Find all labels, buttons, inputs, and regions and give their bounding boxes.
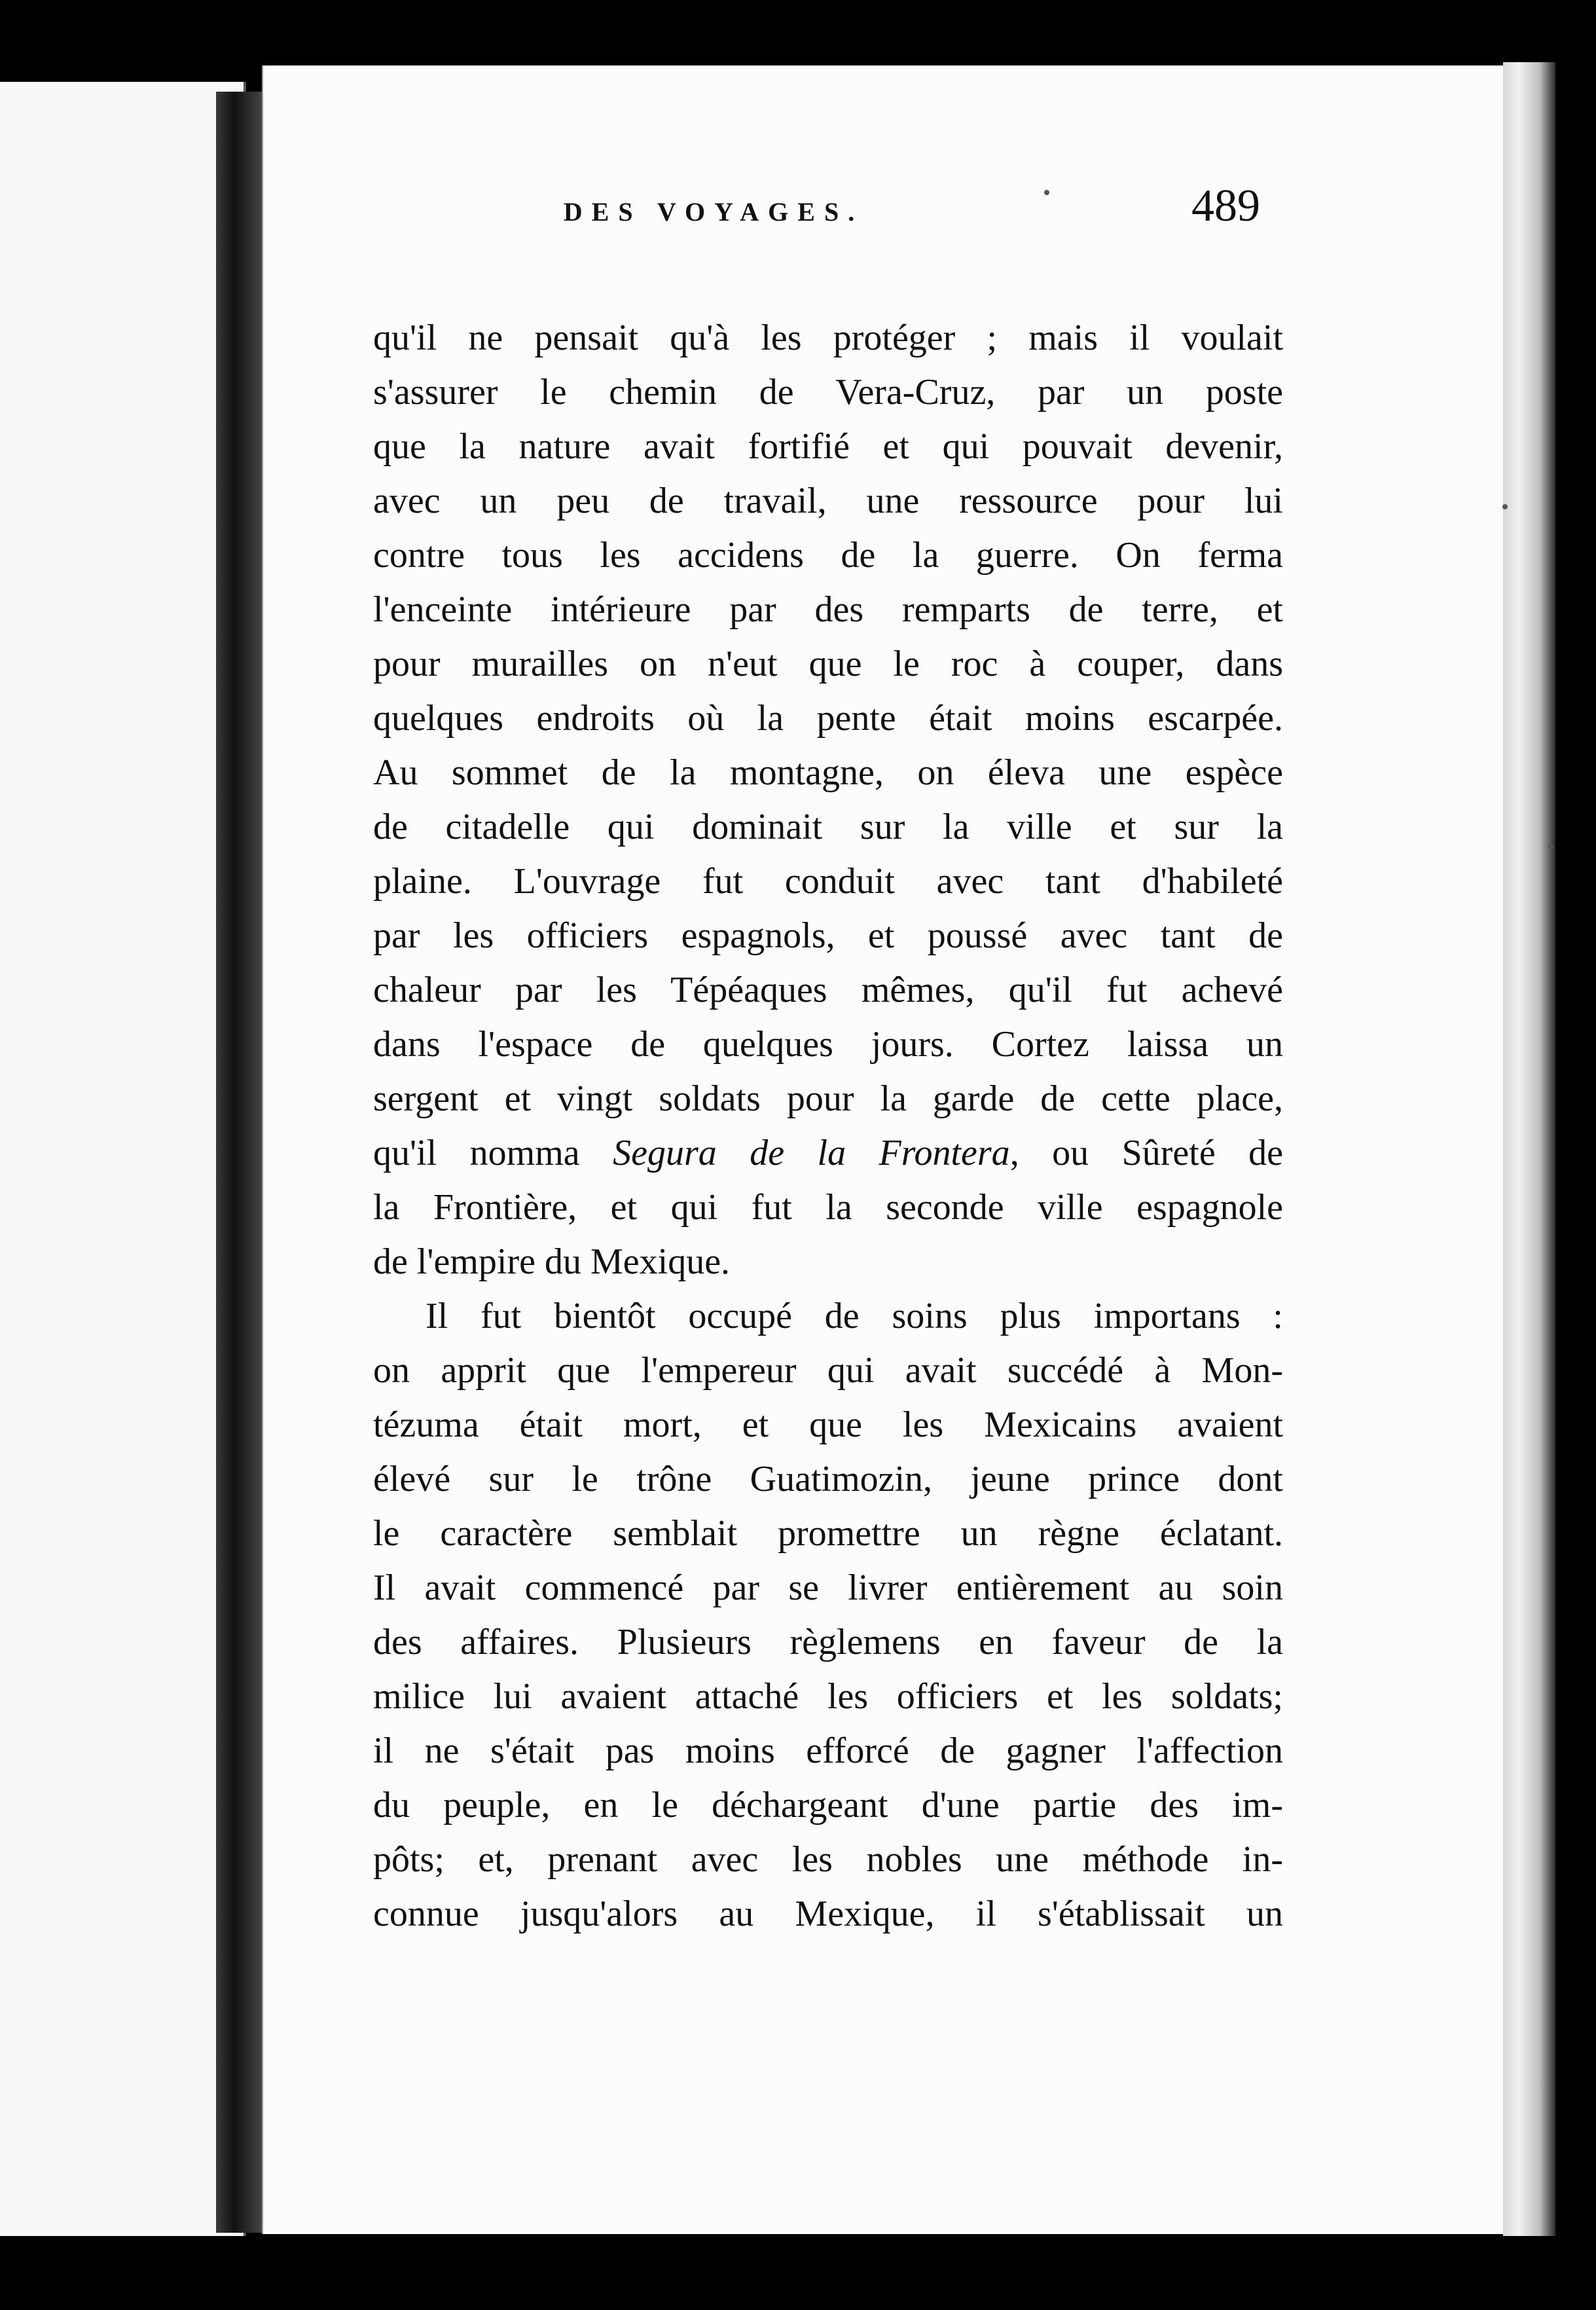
text-line: Il fut bientôt occupé de soins plus importans : <box>426 1296 1283 1336</box>
text-line: Au sommet de la montagne, on éleva une espèce <box>373 752 1283 793</box>
text-line: avec un peu de travail, une ressource pour lui <box>373 481 1283 521</box>
text-line: dans l'espace de quelques jours. Cortez laissa un <box>373 1024 1283 1065</box>
text-line: quelques endroits où la pente était moins escarpée. <box>373 698 1283 739</box>
text-line: chaleur par les Tépéaques mêmes, qu'il fut achevé <box>373 970 1283 1010</box>
text-line: Il avait commencé par se livrer entièrement au soin <box>373 1568 1283 1608</box>
text-line: pour murailles on n'eut que le roc à couper, dans <box>373 644 1283 684</box>
book-gutter <box>216 92 262 2233</box>
running-head: DES VOYAGES. <box>563 197 864 227</box>
text-line: de citadelle qui dominait sur la ville et sur la <box>373 807 1283 847</box>
text-line: s'assurer le chemin de Vera-Cruz, par un poste <box>373 372 1283 412</box>
text-line: des affaires. Plusieurs règlemens en faveur de la <box>373 1622 1283 1662</box>
text-line: l'enceinte intérieure par des remparts de terre, et <box>373 589 1283 630</box>
paper-speck <box>1548 845 1553 850</box>
body-text <box>373 311 1283 1941</box>
text-line: qu'il nomma Segura de la Frontera, ou Sûreté de <box>373 1133 1283 1173</box>
text-line: par les officiers espagnols, et poussé avec tant de <box>373 915 1283 956</box>
paper-speck <box>1044 190 1049 195</box>
text-line: qu'il ne pensait qu'à les protéger ; mais il voulait <box>373 318 1283 358</box>
text-line: de l'empire du Mexique. <box>373 1241 731 1282</box>
text-line: plaine. L'ouvrage fut conduit avec tant d'habileté <box>373 861 1283 902</box>
text-line: contre tous les accidens de la guerre. On ferma <box>373 535 1283 576</box>
text-line: du peuple, en le déchargeant d'une partie des im- <box>373 1785 1283 1825</box>
text-line: pôts; et, prenant avec les nobles une méthode in- <box>373 1839 1283 1880</box>
page-number: 489 <box>1191 181 1260 231</box>
text-line: la Frontière, et qui fut la seconde ville espagnole <box>373 1187 1283 1228</box>
page-edge <box>1503 62 1555 2236</box>
text-line: il ne s'était pas moins efforcé de gagner l'affection <box>373 1731 1283 1771</box>
italic-place-name: Segura de la Frontera <box>613 1133 1010 1173</box>
text-line: milice lui avaient attaché les officiers et les soldats; <box>373 1676 1283 1717</box>
text-line: élevé sur le trône Guatimozin, jeune prince dont <box>373 1459 1283 1499</box>
text-line: on apprit que l'empereur qui avait succédé à Mon- <box>373 1350 1283 1391</box>
text-line: sergent et vingt soldats pour la garde de cette place, <box>373 1078 1283 1119</box>
text-line: tézuma était mort, et que les Mexicains avaient <box>373 1404 1283 1445</box>
text-line: connue jusqu'alors au Mexique, il s'établissait un <box>373 1894 1283 1934</box>
text-line: le caractère semblait promettre un règne éclatant. <box>373 1513 1283 1554</box>
paper-speck <box>1502 504 1508 509</box>
text-line: que la nature avait fortifié et qui pouvait devenir, <box>373 426 1283 467</box>
left-page <box>0 82 246 2236</box>
